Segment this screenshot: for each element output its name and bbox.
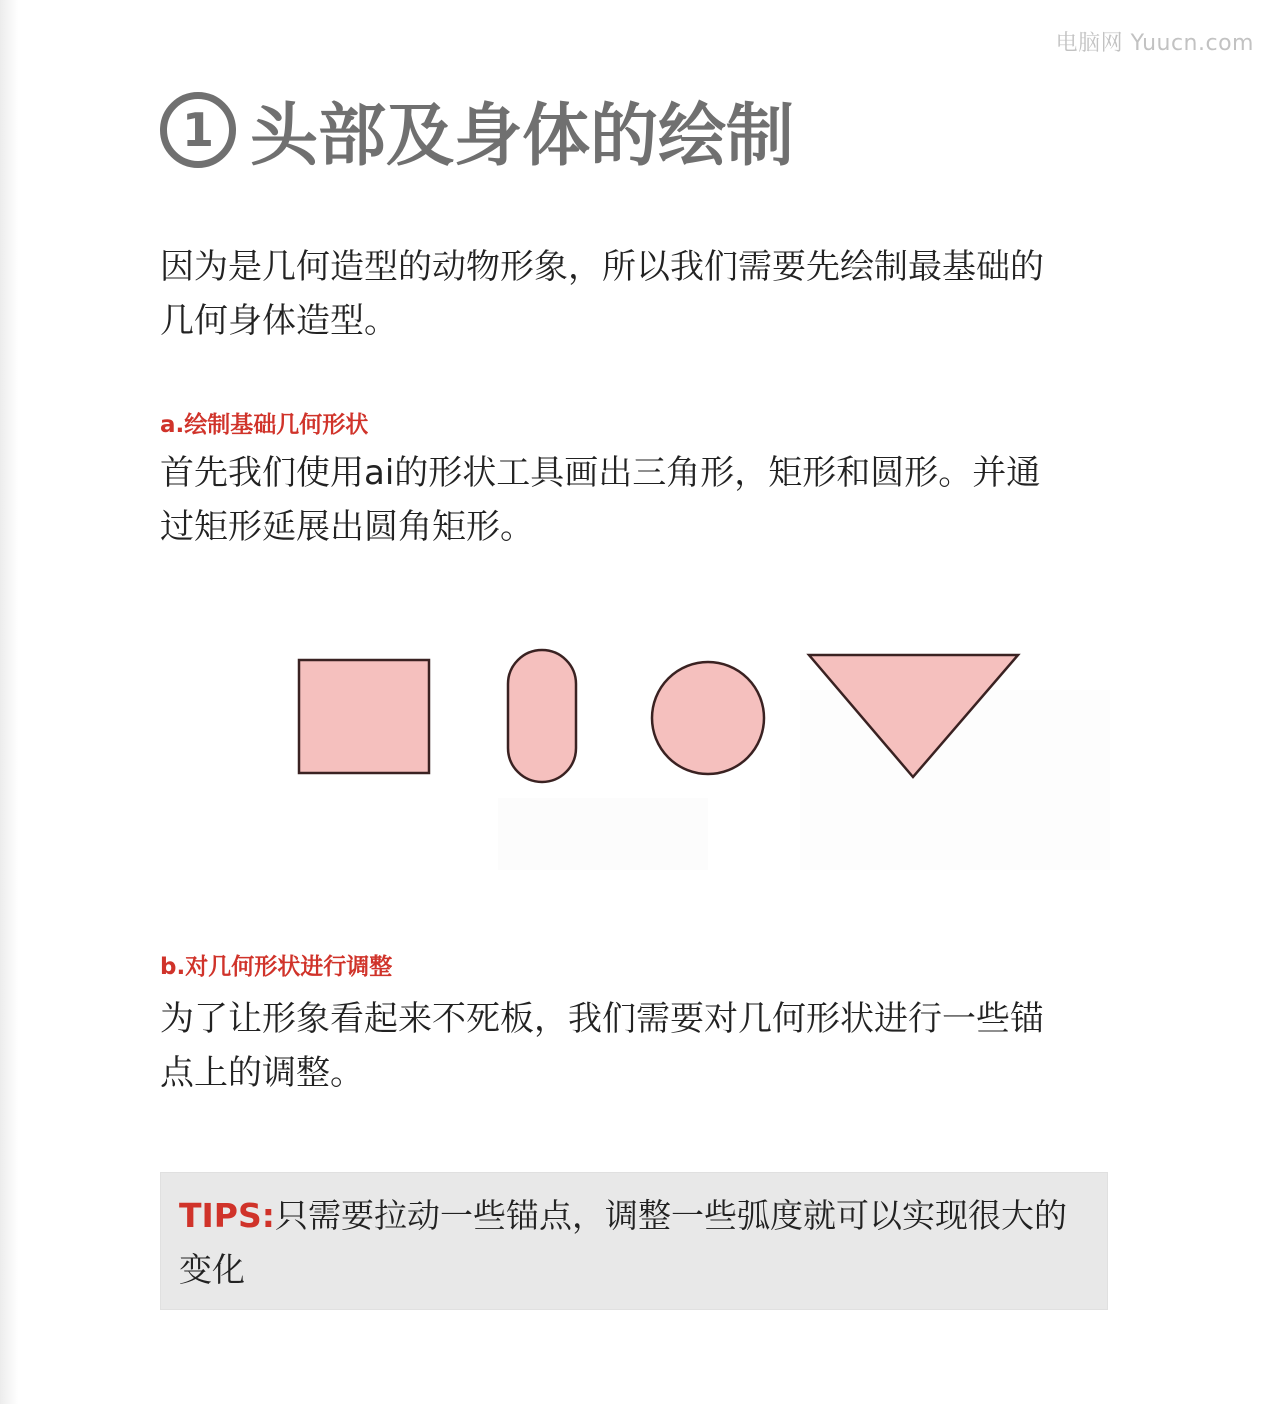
faint-background-panel xyxy=(498,798,708,870)
left-edge-shade xyxy=(0,0,18,1404)
page-title-text: 头部及身体的绘制 xyxy=(250,96,795,176)
section-b-paragraph xyxy=(160,992,1110,1100)
intro-line-1: 因为是几何造型的动物形象，所以我们需要先绘制最基础的 xyxy=(160,247,1044,287)
section-a-paragraph xyxy=(160,446,1110,554)
intro-paragraph xyxy=(160,240,1110,348)
circle-shape xyxy=(652,662,764,774)
section-b-line-2: 点上的调整。 xyxy=(160,1053,364,1093)
section-a-line-1: 首先我们使用ai的形状工具画出三角形，矩形和圆形。并通 xyxy=(160,453,1041,493)
section-b-line-1: 为了让形象看起来不死板，我们需要对几何形状进行一些锚 xyxy=(160,999,1044,1039)
tips-box xyxy=(160,1172,1108,1310)
circled-number-badge: 1 xyxy=(160,92,236,168)
section-a-heading: a.绘制基础几何形状 xyxy=(160,412,369,438)
tips-line-2: 变化 xyxy=(179,1250,245,1289)
tips-line-1 xyxy=(179,1189,1089,1243)
intro-line-2: 几何身体造型。 xyxy=(160,301,398,341)
watermark: 电脑网 Yuucn.com xyxy=(1055,31,1254,56)
basic-shapes-illustration xyxy=(290,640,1030,800)
section-b-heading: b.对几何形状进行调整 xyxy=(160,954,393,980)
tips-label: TIPS: xyxy=(179,1196,275,1235)
tips-text-1: 只需要拉动一些锚点，调整一些弧度就可以实现很大的 xyxy=(274,1196,1067,1235)
square-shape xyxy=(299,660,429,773)
section-a-line-2: 过矩形延展出圆角矩形。 xyxy=(160,507,534,547)
page-title xyxy=(160,80,794,180)
triangle-shape xyxy=(809,655,1018,777)
rounded-rectangle-shape xyxy=(508,650,576,782)
